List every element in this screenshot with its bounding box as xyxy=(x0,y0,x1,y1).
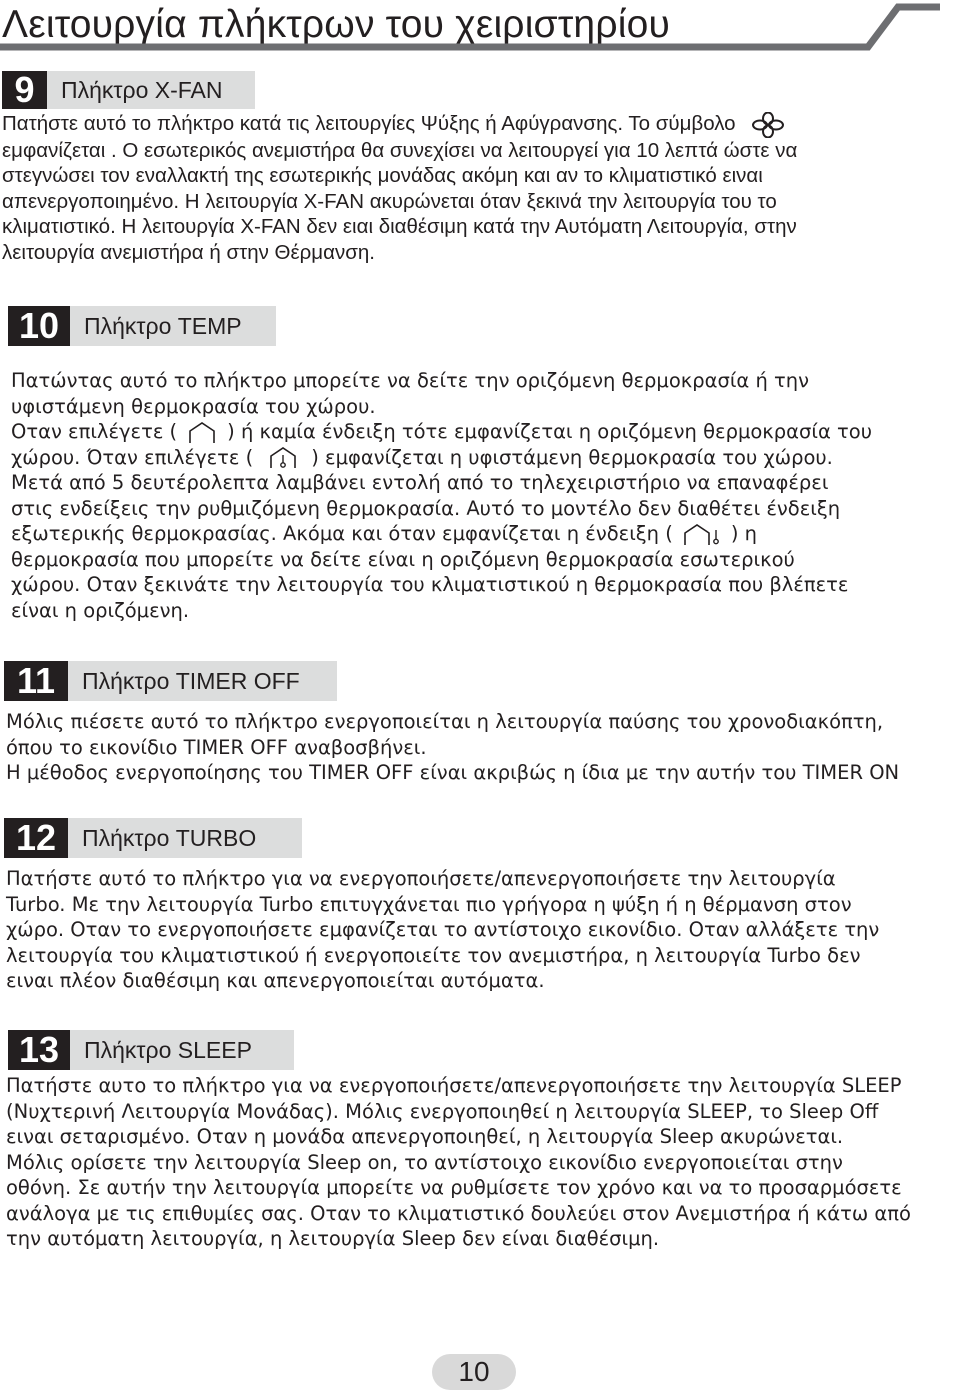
text-line: (Νυχτερινή Λειτουργία Μονάδας). Μόλις ενεργοποιηθεί η λειτουργία SLEEP, το Sleep Off xyxy=(6,1099,879,1123)
section-label: Πλήκτρο SLEEP xyxy=(70,1030,294,1070)
text-line: εμφανίζεται . Ο εσωτερικός ανεμιστήρα θα συνεχίσει να λειτουργεί για 10 λεπτά ώστε να xyxy=(2,138,798,162)
text-line: Turbo. Με την λειτουργία Turbo επιτυγχάνεται πιο γρήγορα η ψύξη ή η θέρμανση στον xyxy=(6,892,852,916)
text-line: ανάλογα με τις επιθυμίες σας. Οταν το κλιματιστικό δουλεύει στον Ανεμιστήρα ή κάτω από xyxy=(6,1201,911,1225)
text-line: λειτουργία του κλιματιστικού ή ενεργοποιείτε τον ανεμιστήρα, η λειτουργία Turbo δεν xyxy=(6,943,861,967)
text-span: ) εμφανίζεται η υφιστάμενη θερμοκρασία του χώρου. xyxy=(311,445,833,469)
section-label: Πλήκτρο TURBO xyxy=(68,818,302,858)
page-title: Λειτουργία πλήκτρων του χειριστηρίου xyxy=(2,3,670,46)
text-line: στεγνώσει τον εναλλακτή της εσωτερικής μονάδας ακόμη και αν το κλιματιστικό ειναι xyxy=(2,164,763,188)
header-rule xyxy=(0,0,960,60)
text-line: οθόνη. Σε αυτήν την λειτουργία μπορείτε να ρυθμίσετε τον χρόνο και να το προσαρμόσετε xyxy=(6,1176,902,1199)
text-line: Πατήστε αυτο το πλήκτρο για να ενεργοποιήσετε/απενεργοποιήσετε την λειτουργία SLEEP xyxy=(6,1074,902,1097)
text-line: Η μέθοδος ενεργοποίησης του TIMER OFF είναι ακριβώς η ίδια με την αυτήν του TIMER ON xyxy=(6,761,900,784)
x-fan-icon xyxy=(751,112,785,138)
text-span: Οταν επιλέγετε ( xyxy=(11,420,178,443)
section-12-header xyxy=(4,818,302,858)
text-line: απενεργοποιημένο. Η λειτουργία X-FAN ακυρώνεται όταν ξεκινά την λειτουργία του το xyxy=(2,189,777,213)
text-line: Πατήστε αυτό το πλήκτρο για να ενεργοποιήσετε/απενεργοποιήσετε την λειτουργία xyxy=(6,867,836,890)
text-line: στις ενδείξεις την ρυθμιζόμενη θερμοκρασία. Αυτό το μοντέλο δεν διαθέτει ένδειξη xyxy=(11,496,841,520)
text-line: κλιματιστικό. Η λειτουργία X-FAN δεν ειαι διαθέσιμη κατά την Αυτόματη Λειτουργία, στην xyxy=(2,215,797,239)
text-line xyxy=(11,521,757,547)
section-10-text xyxy=(11,368,872,623)
house-icon xyxy=(181,421,223,445)
text-line xyxy=(11,419,872,445)
text-span: Πατήστε αυτό το πλήκτρο κατά τις λειτουργίες Ψύξης ή Αφύγρανσης. Το σύμβολο xyxy=(2,112,736,135)
text-line: χώρο. Οταν το ενεργοποιήσετε εμφανίζεται το αντίστοιχο εικονίδιο. Οταν αλλάξετε την xyxy=(6,918,880,941)
text-line: Μόλις πιέσετε αυτό το πλήκτρο ενεργοποιείται η λειτουργία παύσης του χρονοδιακόπτη, xyxy=(6,710,884,733)
house-outdoor-icon xyxy=(677,523,727,547)
text-line xyxy=(11,445,833,471)
section-number: 12 xyxy=(4,818,68,858)
text-line: Μόλις ορίσετε την λειτουργία Sleep on, το αντίστοιχο εικονίδιο ενεργοποιείται στην xyxy=(6,1150,843,1174)
text-line: Μετά από 5 δευτέρολεπτα λαμβάνει εντολή από το τηλεχειριστήριο να επαναφέρει xyxy=(11,471,829,494)
text-line xyxy=(2,111,785,138)
text-line: Πατώντας αυτό το πλήκτρο μπορείτε να δείτε την οριζόμενη θερμοκρασία ή την xyxy=(11,369,810,392)
section-12-text xyxy=(6,866,879,994)
section-13-text xyxy=(6,1073,911,1252)
text-line: την αυτόματη λειτουργία, η λειτουργία Sleep δεν είναι διαθέσιμη. xyxy=(6,1227,660,1250)
section-10-header xyxy=(8,306,276,346)
house-thermometer-icon xyxy=(257,446,307,470)
section-11-text xyxy=(6,709,899,786)
section-number: 9 xyxy=(2,71,47,109)
text-span: ) η xyxy=(730,522,758,545)
text-line: ειναι πλέον διαθέσιμη και απενεργοποιείται αυτόματα. xyxy=(6,969,545,992)
section-label: Πλήκτρο TEMP xyxy=(70,306,276,346)
section-13-header xyxy=(8,1030,294,1070)
text-line: όπου το εικονίδιο TIMER OFF αναβοσβήνει. xyxy=(6,735,427,759)
text-span: χώρου. Όταν επιλέγετε ( xyxy=(11,445,254,469)
text-line: λειτουργία ανεμιστήρα ή στην Θέρμανση. xyxy=(2,240,375,264)
text-line: χώρου. Οταν ξεκινάτε την λειτουργία του κλιματιστικού η θερμοκρασία που βλέπετε xyxy=(11,573,849,596)
text-span: εξωτερικής θερμοκρασίας. Ακόμα και όταν εμφανίζεται η ένδειξη ( xyxy=(11,522,673,545)
section-number: 10 xyxy=(8,306,70,346)
section-9-header xyxy=(2,71,255,109)
text-line: θερμοκρασία που μπορείτε να δείτε είναι η οριζόμενη θερμοκρασία εσωτερικού xyxy=(11,547,795,571)
page-number: 10 xyxy=(432,1354,516,1390)
section-number: 11 xyxy=(4,661,68,701)
section-label: Πλήκτρο TIMER OFF xyxy=(68,661,337,701)
text-span: ) ή καμία ένδειξη τότε εμφανίζεται η οριζόμενη θερμοκρασία του xyxy=(227,420,872,443)
text-line: ειναι σεταρισμένο. Οταν η μονάδα απενεργοποιηθεί, η λειτουργία Sleep ακυρώνεται. xyxy=(6,1125,844,1148)
text-line: υφιστάμενη θερμοκρασία του χώρου. xyxy=(11,394,376,418)
section-11-header xyxy=(4,661,337,701)
section-number: 13 xyxy=(8,1030,70,1070)
section-label: Πλήκτρο X-FAN xyxy=(47,71,255,109)
text-line: είναι η οριζόμενη. xyxy=(11,598,190,622)
section-9-text xyxy=(2,111,797,265)
